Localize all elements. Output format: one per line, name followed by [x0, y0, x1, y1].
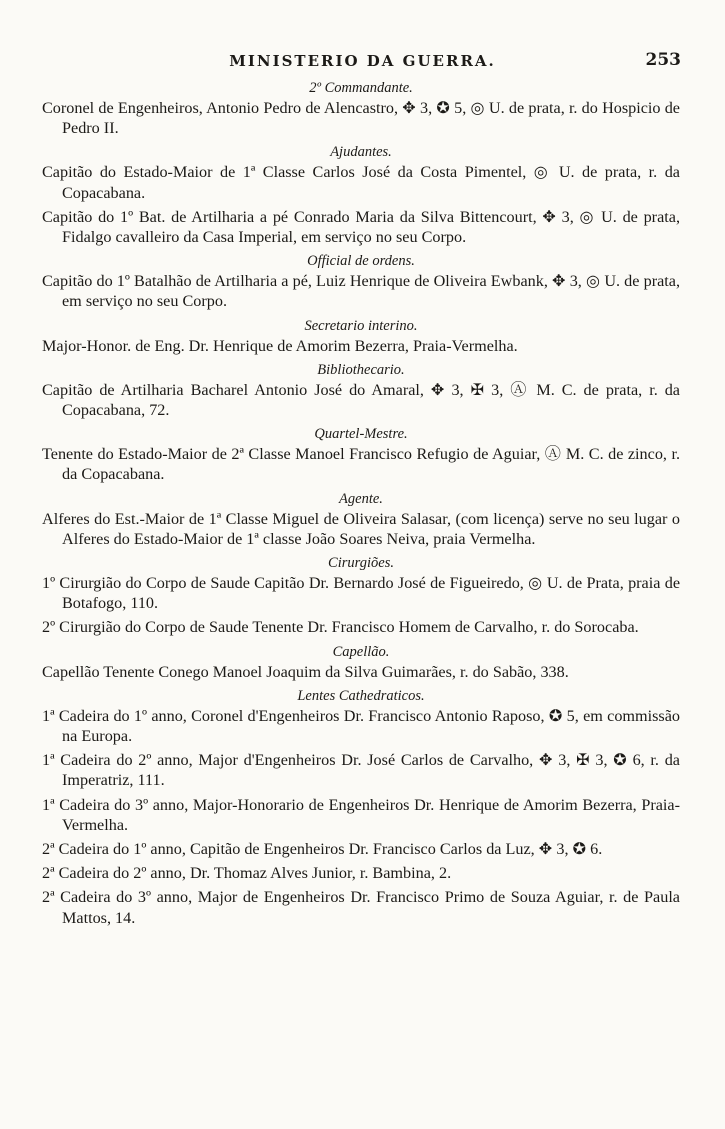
section-heading: Ajudantes. — [330, 144, 392, 161]
entry: Capitão de Artilharia Bacharel Antonio José do Amaral, ✥ 3, ✠ 3, Ⓐ M. C. de prata, r. da Copacabana, 72. — [42, 380, 680, 420]
entry: 2ª Cadeira do 1º anno, Capitão de Engenheiros Dr. Francisco Carlos da Luz, ✥ 3, ✪ 6. — [42, 840, 603, 859]
section-heading: Agente. — [339, 490, 383, 507]
entry: 1ª Cadeira do 3º anno, Major-Honorario de Engenheiros Dr. Henrique de Amorim Bezerra, Praia-Vermelha. — [42, 795, 680, 834]
page-body — [42, 78, 680, 932]
section-heading: 2º Commandante. — [309, 80, 413, 96]
page-number: 253 — [645, 50, 681, 70]
entry: 1ª Cadeira do 2º anno, Major d'Engenheiros Dr. José Carlos de Carvalho, ✥ 3, ✠ 3, ✪ 6, r. da Imperatriz, 111. — [42, 751, 680, 790]
entry: Capitão do 1º Bat. de Artilharia a pé Conrado Maria da Silva Bittencourt, ✥ 3, ◎ U. de prata, Fidalgo cavalleiro da Casa Imperial, em serviço no seu Corpo. — [42, 207, 680, 247]
section-heading: Quartel-Mestre. — [314, 426, 408, 443]
running-title: MINISTERIO DA GUERRA. — [229, 52, 496, 70]
entry: Tenente do Estado-Maior de 2ª Classe Manoel Francisco Refugio de Aguiar, Ⓐ M. C. de zinco, r. da Copacabana. — [42, 445, 680, 484]
entry: Capitão do 1º Batalhão de Artilharia a pé, Luiz Henrique de Oliveira Ewbank, ✥ 3, ◎ U. de prata, em serviço no seu Corpo. — [42, 272, 680, 311]
entry: 2º Cirurgião do Corpo de Saude Tenente Dr. Francisco Homem de Carvalho, r. do Sorocaba. — [42, 618, 639, 637]
entry: 1º Cirurgião do Corpo de Saude Capitão Dr. Bernardo José de Figueiredo, ◎ U. de Prata, praia de Botafogo, 110. — [42, 574, 680, 613]
section-heading: Lentes Cathedraticos. — [297, 687, 425, 704]
entry: Coronel de Engenheiros, Antonio Pedro de Alencastro, ✥ 3, ✪ 5, ◎ U. de prata, r. do Hospicio de Pedro II. — [42, 99, 680, 138]
entry: Major-Honor. de Eng. Dr. Henrique de Amorim Bezerra, Praia-Vermelha. — [42, 336, 518, 355]
page-header — [0, 50, 725, 74]
section-heading: Bibliothecario. — [317, 361, 405, 378]
section-heading: Capellão. — [332, 643, 390, 660]
entry: Capellão Tenente Conego Manoel Joaquim da Silva Guimarães, r. do Sabão, 338. — [42, 662, 569, 681]
entry: Capitão do Estado-Maior de 1ª Classe Carlos José da Costa Pimentel, ◎ U. de prata, r. da Copacabana. — [42, 163, 680, 202]
entry: 2ª Cadeira do 2º anno, Dr. Thomaz Alves Junior, r. Bambina, 2. — [42, 864, 452, 883]
section-heading: Official de ordens. — [307, 253, 415, 270]
section-heading: Secretario interino. — [304, 317, 418, 334]
entry: 2ª Cadeira do 3º anno, Major de Engenheiros Dr. Francisco Primo de Souza Aguiar, r. de Paula Mattos, 14. — [42, 888, 680, 927]
section-heading: Cirurgiões. — [328, 555, 394, 572]
entry: Alferes do Est.-Maior de 1ª Classe Miguel de Oliveira Salasar, (com licença) serve no seu lugar o Alferes do Estado-Maior de 1ª classe João Soares Neiva, praia Vermelha. — [42, 509, 680, 548]
entry: 1ª Cadeira do 1º anno, Coronel d'Engenheiros Dr. Francisco Antonio Raposo, ✪ 5, em commissão na Europa. — [42, 706, 680, 746]
